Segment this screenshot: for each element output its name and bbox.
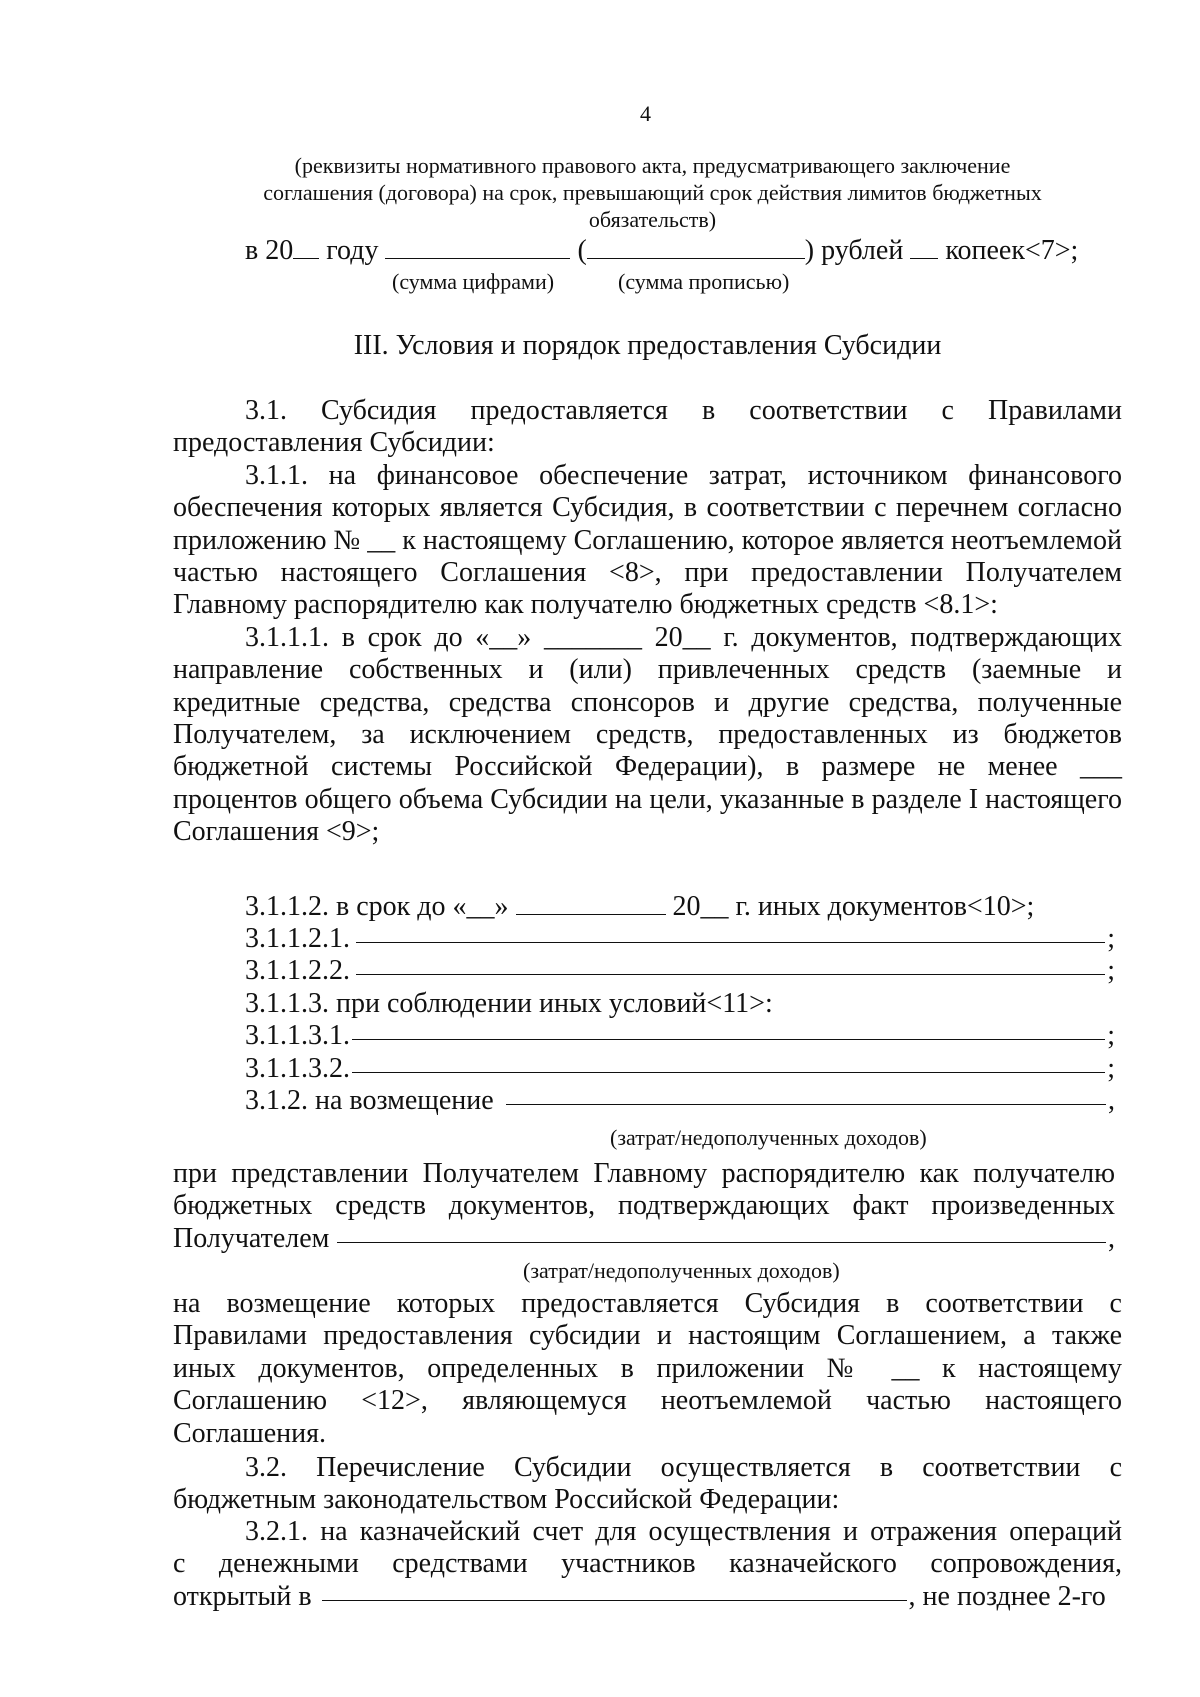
caption-line: (реквизиты нормативного правового акта, предусматривающего заключение [294, 153, 1011, 178]
paragraph-3-2-1 [173, 1516, 1122, 1613]
caption-line: соглашения (договора) на срок, превышающий срок действия лимитов бюджетных [263, 180, 1042, 205]
caption-line: обязательств) [588, 207, 717, 232]
item-end: ; [1107, 1020, 1115, 1052]
list-item [245, 1020, 1115, 1052]
paragraph-3-2: 3.2. Перечисление Субсидии осуществляется в соответствии с бюджетным законодательством Российской Федерации: [173, 1452, 1122, 1516]
item-blank [356, 974, 1105, 975]
paragraph-3-1-1-2 [245, 891, 1034, 923]
item-end: ; [1107, 1052, 1115, 1084]
caption-sum-words: (сумма прописью) [618, 269, 790, 294]
item-blank [352, 1072, 1105, 1073]
caption-costs-2: (затрат/недополученных доходов) [523, 1258, 840, 1283]
item-blank [506, 1104, 1106, 1105]
list-item [245, 955, 1115, 987]
rubles-label: ) рублей [804, 235, 904, 266]
list-item [245, 923, 1115, 955]
deadline-suffix: г. иных документов<10>; [735, 891, 1035, 922]
item-end: ; [1107, 955, 1115, 987]
caption-costs-1: (затрат/недополученных доходов) [610, 1125, 927, 1150]
paragraph-3-1-1: 3.1.1. на финансовое обеспечение затрат, источником финансового обеспечения которых является Субсидия, в соответствии с перечнем согласно приложению № __ к настоящему Соглашению, которое является неотъемлемой частью настоящего Соглашения <8>, при предоставлении Получателем Главному распорядителю как получателю бюджетных средств <8.1>: [173, 459, 1122, 621]
deadline-year: 20__ [672, 891, 729, 922]
items-3-1-1-2 [245, 923, 1115, 1117]
paragraph-3-2-1-line-3 [173, 1581, 1122, 1613]
item-end: , [1108, 1222, 1115, 1254]
item-label: 3.1.1.3. при соблюдении иных условий<11>: [245, 987, 773, 1019]
item-label: 3.1.2. на возмещение [245, 1085, 494, 1117]
presentation-line-2: бюджетных средств документов, подтверждающих факт произведенных [173, 1190, 1115, 1222]
paragraph-3-2-1-line-1: 3.2.1. на казначейский счет для осуществления и отражения операций [245, 1516, 1122, 1547]
deadline-month-blank [516, 913, 666, 915]
item-blank [337, 1242, 1106, 1243]
item-label: 3.1.1.3.2. [245, 1052, 350, 1084]
sum-line [245, 235, 1078, 267]
caption-legal-act [180, 152, 1125, 233]
paragraph-3-1-line-1: 3.1. Субсидия предоставляется в соответствии с Правилами [245, 395, 1122, 426]
item-blank [322, 1600, 907, 1601]
sum-year-prefix: в 20 [245, 235, 294, 266]
item-end: , не позднее 2-го [908, 1580, 1106, 1612]
paragraph-3-1-line-2: предоставления Субсидии: [173, 427, 495, 459]
item-label: Получателем [173, 1222, 330, 1254]
paragraph-3-1-2 [245, 1085, 1115, 1117]
paragraph-3-1-1-3 [245, 988, 1115, 1020]
reimburse-flow [173, 1288, 1122, 1517]
section-3-1-flow [173, 395, 1122, 849]
item-label: 3.1.1.2.1. [245, 923, 350, 954]
caption-sum-digits: (сумма цифрами) [392, 269, 555, 294]
paragraph-3-2-1-line-2: с денежными средствами участников казначейского сопровождения, [173, 1548, 1122, 1580]
kopeks-blank [910, 257, 938, 259]
sum-digits-blank [385, 257, 570, 259]
item-end: ; [1107, 923, 1115, 954]
item-label: открытый в [173, 1580, 312, 1612]
item-blank [352, 1039, 1105, 1040]
presentation-line-3 [173, 1223, 1115, 1255]
sum-year-word: году [326, 235, 379, 266]
paragraph-3-1-1-1: 3.1.1.1. в срок до «__» _______ 20__ г. документов, подтверждающих направление собственных и (или) привлеченных средств (заемные и кредитные средства, средства спонсоров и другие средства, полученные Получателем, за исключением средств, предоставленных из бюджетов бюджетной системы Российской Федерации), в размере не менее ___ процентов общего объема Субсидии на цели, указанные в разделе I настоящего Соглашения <9>; [173, 621, 1122, 848]
presentation-line-1: при представлении Получателем Главному распорядителю как получателю [173, 1158, 1115, 1189]
open-paren: ( [577, 235, 587, 266]
page-number: 4 [640, 101, 651, 126]
item-end: , [1108, 1085, 1115, 1117]
sum-words-blank [587, 257, 805, 259]
deadline-label: 3.1.1.2. в срок до «__» [245, 891, 509, 922]
presentation-block [173, 1158, 1115, 1255]
item-label: 3.1.1.3.1. [245, 1020, 350, 1052]
list-item [245, 1053, 1115, 1085]
section-title: III. Условия и порядок предоставления Субсидии [353, 330, 942, 361]
year-blank [293, 257, 319, 259]
item-label: 3.1.1.2.2. [245, 955, 350, 987]
item-blank [356, 942, 1105, 943]
paragraph-reimburse: на возмещение которых предоставляется Субсидия в соответствии с Правилами предоставления субсидии и настоящим Соглашением, а также иных документов, определенных в приложении № __ к настоящему Соглашению <12>, являющемуся неотъемлемой частью настоящего Соглашения. [173, 1288, 1122, 1449]
kopeks-label: копеек<7>; [945, 235, 1079, 266]
